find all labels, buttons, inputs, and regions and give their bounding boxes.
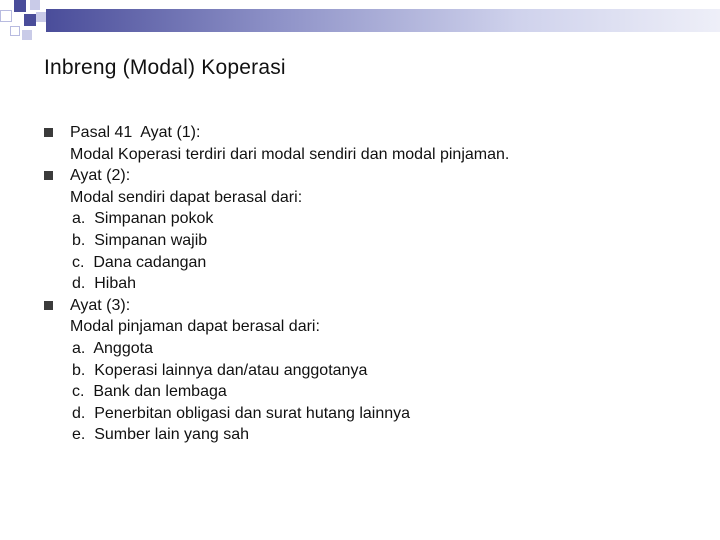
list-item: d. Penerbitan obligasi dan surat hutang lainnya <box>72 404 411 422</box>
list-item: a. Simpanan pokok <box>72 210 214 228</box>
deco-square-dark-2 <box>24 14 36 26</box>
square-bullet-icon <box>44 171 53 180</box>
bullet-line: Modal pinjaman dapat berasal dari: <box>70 318 320 336</box>
square-bullet-icon <box>44 128 53 137</box>
square-bullet-icon <box>44 301 53 310</box>
bullet-line: Pasal 41 Ayat (1): <box>70 124 201 141</box>
bullet-line: Modal sendiri dapat berasal dari: <box>70 188 303 206</box>
deco-square-outline-2 <box>10 26 20 36</box>
bullet-line: Ayat (3): <box>70 296 131 314</box>
slide-title: Inbreng (Modal) Koperasi <box>44 56 286 79</box>
slide-content <box>44 122 684 446</box>
bullet-block <box>44 295 684 446</box>
deco-square-light <box>30 0 40 10</box>
list-item: a. Anggota <box>72 339 153 357</box>
deco-square-outline <box>0 10 12 22</box>
list-item: b. Koperasi lainnya dan/atau anggotanya <box>72 361 368 379</box>
list-item: e. Sumber lain yang sah <box>72 426 249 444</box>
bullet-block <box>44 122 684 165</box>
list-item: c. Dana cadangan <box>72 253 207 271</box>
header-gradient-bar <box>46 9 720 32</box>
list-item: b. Simpanan wajib <box>72 231 208 249</box>
deco-square-mid <box>36 12 46 22</box>
bullet-line: Modal Koperasi terdiri dari modal sendiri dan modal pinjaman. <box>70 145 510 163</box>
deco-square-light-2 <box>22 30 32 40</box>
list-item: d. Hibah <box>72 275 137 293</box>
bullet-line: Ayat (2): <box>70 167 131 185</box>
list-item: c. Bank dan lembaga <box>72 383 227 401</box>
deco-square-dark <box>14 0 26 12</box>
bullet-block <box>44 165 684 295</box>
